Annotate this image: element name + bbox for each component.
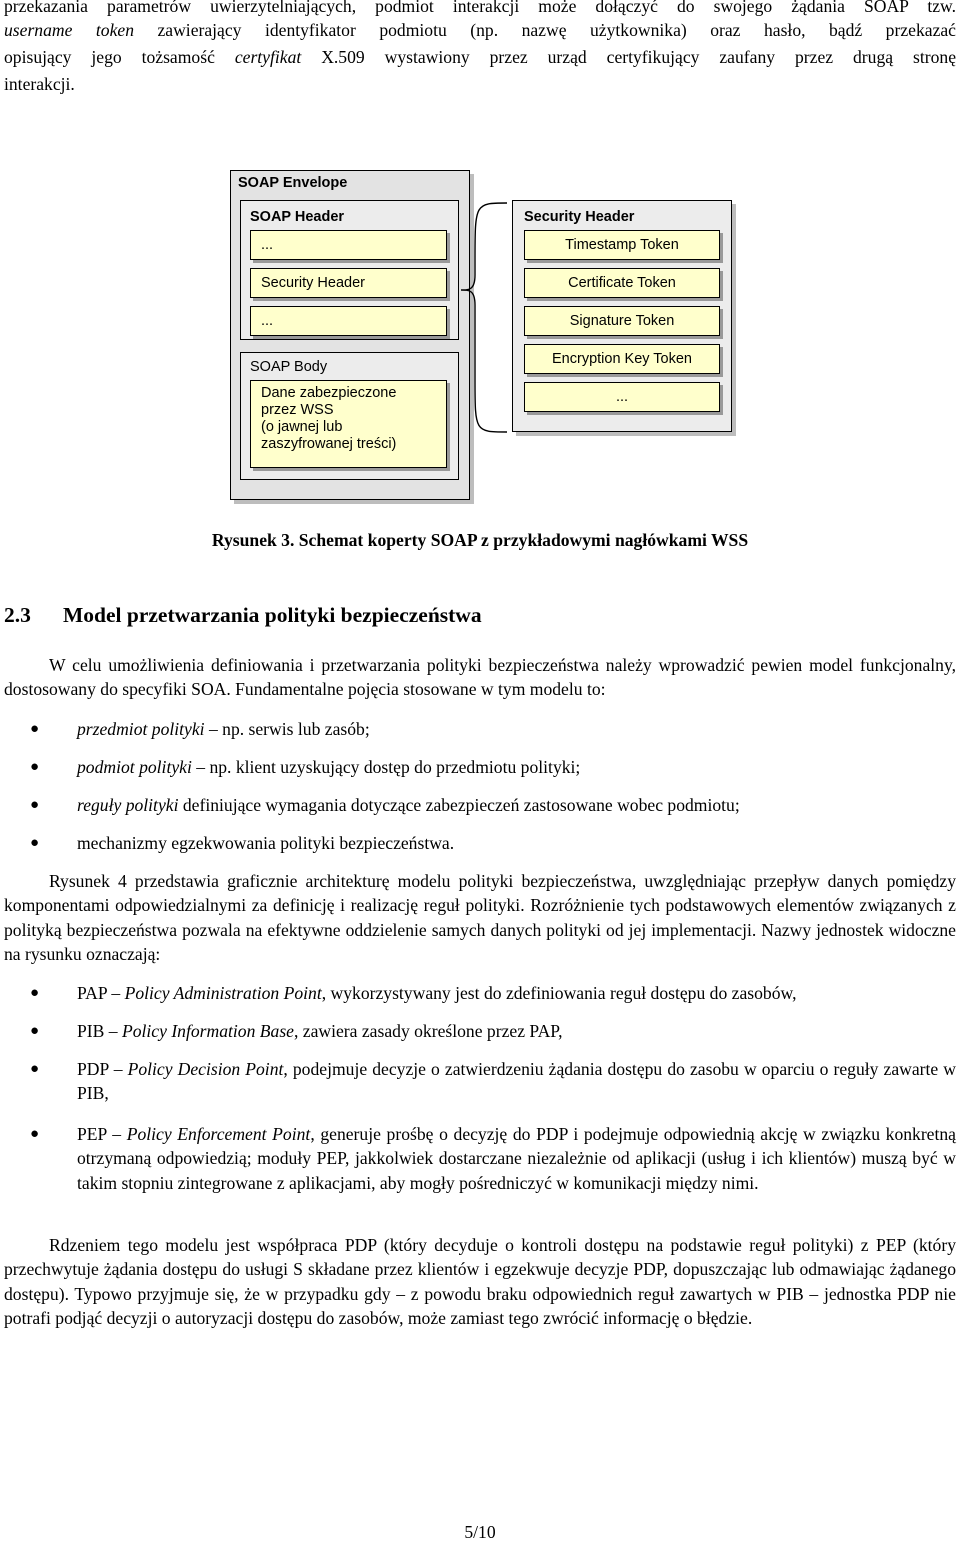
paragraph: W celu umożliwienia definiowania i przetwarzania polityki bezpieczeństwa należy wprowadzić pewien model funkcjonalny, dostosowany do specyfiki SOA. Fundamentalne pojęcia stosowane w tym modelu to:	[4, 655, 956, 700]
bullet-icon: ●	[30, 1126, 40, 1142]
body-line: (o jawnej lub	[261, 419, 343, 435]
body-content-box	[250, 380, 447, 468]
paragraph: Rysunek 4 przedstawia graficznie architekturę modelu polityki bezpieczeństwa, uwzględniając przepływ danych pomiędzy komponentami odpowiedzialnymi za definicję i realizację reguł polityki. Rozróżnienie tych podstawowych elementów związanych z polityką bezpieczeństwa pozwala na efektywne oddzielenie samych danych polityki od jej implementacji. Nazwy jednostek widoczne na rysunku oznaczają:	[4, 871, 956, 965]
bullet-icon: ●	[30, 1061, 40, 1077]
bracket-connector	[455, 200, 515, 440]
certificate-token: Certificate Token	[524, 268, 720, 298]
body-line: Dane zabezpieczone	[261, 385, 397, 401]
body-line: zaszyfrowanej treści)	[261, 436, 397, 452]
bullet-icon: ●	[30, 721, 40, 737]
section-number: 2.3	[4, 603, 31, 627]
bullet-icon: ●	[30, 985, 40, 1001]
header-item: ...	[250, 306, 447, 336]
section-title: Model przetwarzania polityki bezpieczeństwa	[63, 603, 482, 627]
bullet-icon: ●	[30, 759, 40, 775]
soap-envelope-diagram	[0, 0, 960, 520]
header-item: ...	[250, 230, 447, 260]
text-line: opisujący jego tożsamość certyfikat X.509 wystawiony przez urząd certyfikujący zaufany przez drugą stronę	[4, 47, 957, 67]
soap-body-title: SOAP Body	[250, 359, 328, 375]
text-line: username token zawierający identyfikator podmiotu (np. nazwę użytkownika) oraz hasło, bądź przekazać	[4, 20, 956, 40]
page-number: 5/10	[464, 1522, 496, 1542]
envelope-title: SOAP Envelope	[238, 175, 348, 191]
encryption-key-token: Encryption Key Token	[524, 344, 720, 374]
bullet-icon: ●	[30, 797, 40, 813]
security-header-title: Security Header	[524, 209, 635, 225]
bullet-icon: ●	[30, 835, 40, 851]
signature-token: Signature Token	[524, 306, 720, 336]
timestamp-token: Timestamp Token	[524, 230, 720, 260]
security-more-item: ...	[524, 382, 720, 412]
bullet-icon: ●	[30, 1023, 40, 1039]
section-heading	[4, 603, 482, 628]
figure-caption: Rysunek 3. Schemat koperty SOAP z przykładowymi nagłówkami WSS	[211, 530, 749, 550]
text-line: interakcji.	[4, 74, 75, 94]
body-line: przez WSS	[261, 402, 334, 418]
text-line: przekazania parametrów uwierzytelniających, podmiot interakcji może dołączyć do swojego żądania SOAP tzw.	[4, 0, 956, 16]
header-item-security: Security Header	[250, 268, 447, 298]
paragraph: Rdzeniem tego modelu jest współpraca PDP (który decyduje o kontroli dostępu na podstawie reguł polityki) z PEP (który przechwytuje żądania dostępu do usługi S składane przez klientów i egzekwuje decyzje PDP, dopuszczając lub odmawiając żądanego dostępu). Typowo przyjmuje się, że w przypadku gdy – z powodu braku odpowiednich reguł zawartych w PIB – jednostka PDP nie potrafi podjąć decyzji o autoryzacji dostępu do zasobów, może zamiast tego zwrócić informację o błędzie.	[4, 1235, 956, 1329]
soap-header-title: SOAP Header	[250, 209, 345, 225]
